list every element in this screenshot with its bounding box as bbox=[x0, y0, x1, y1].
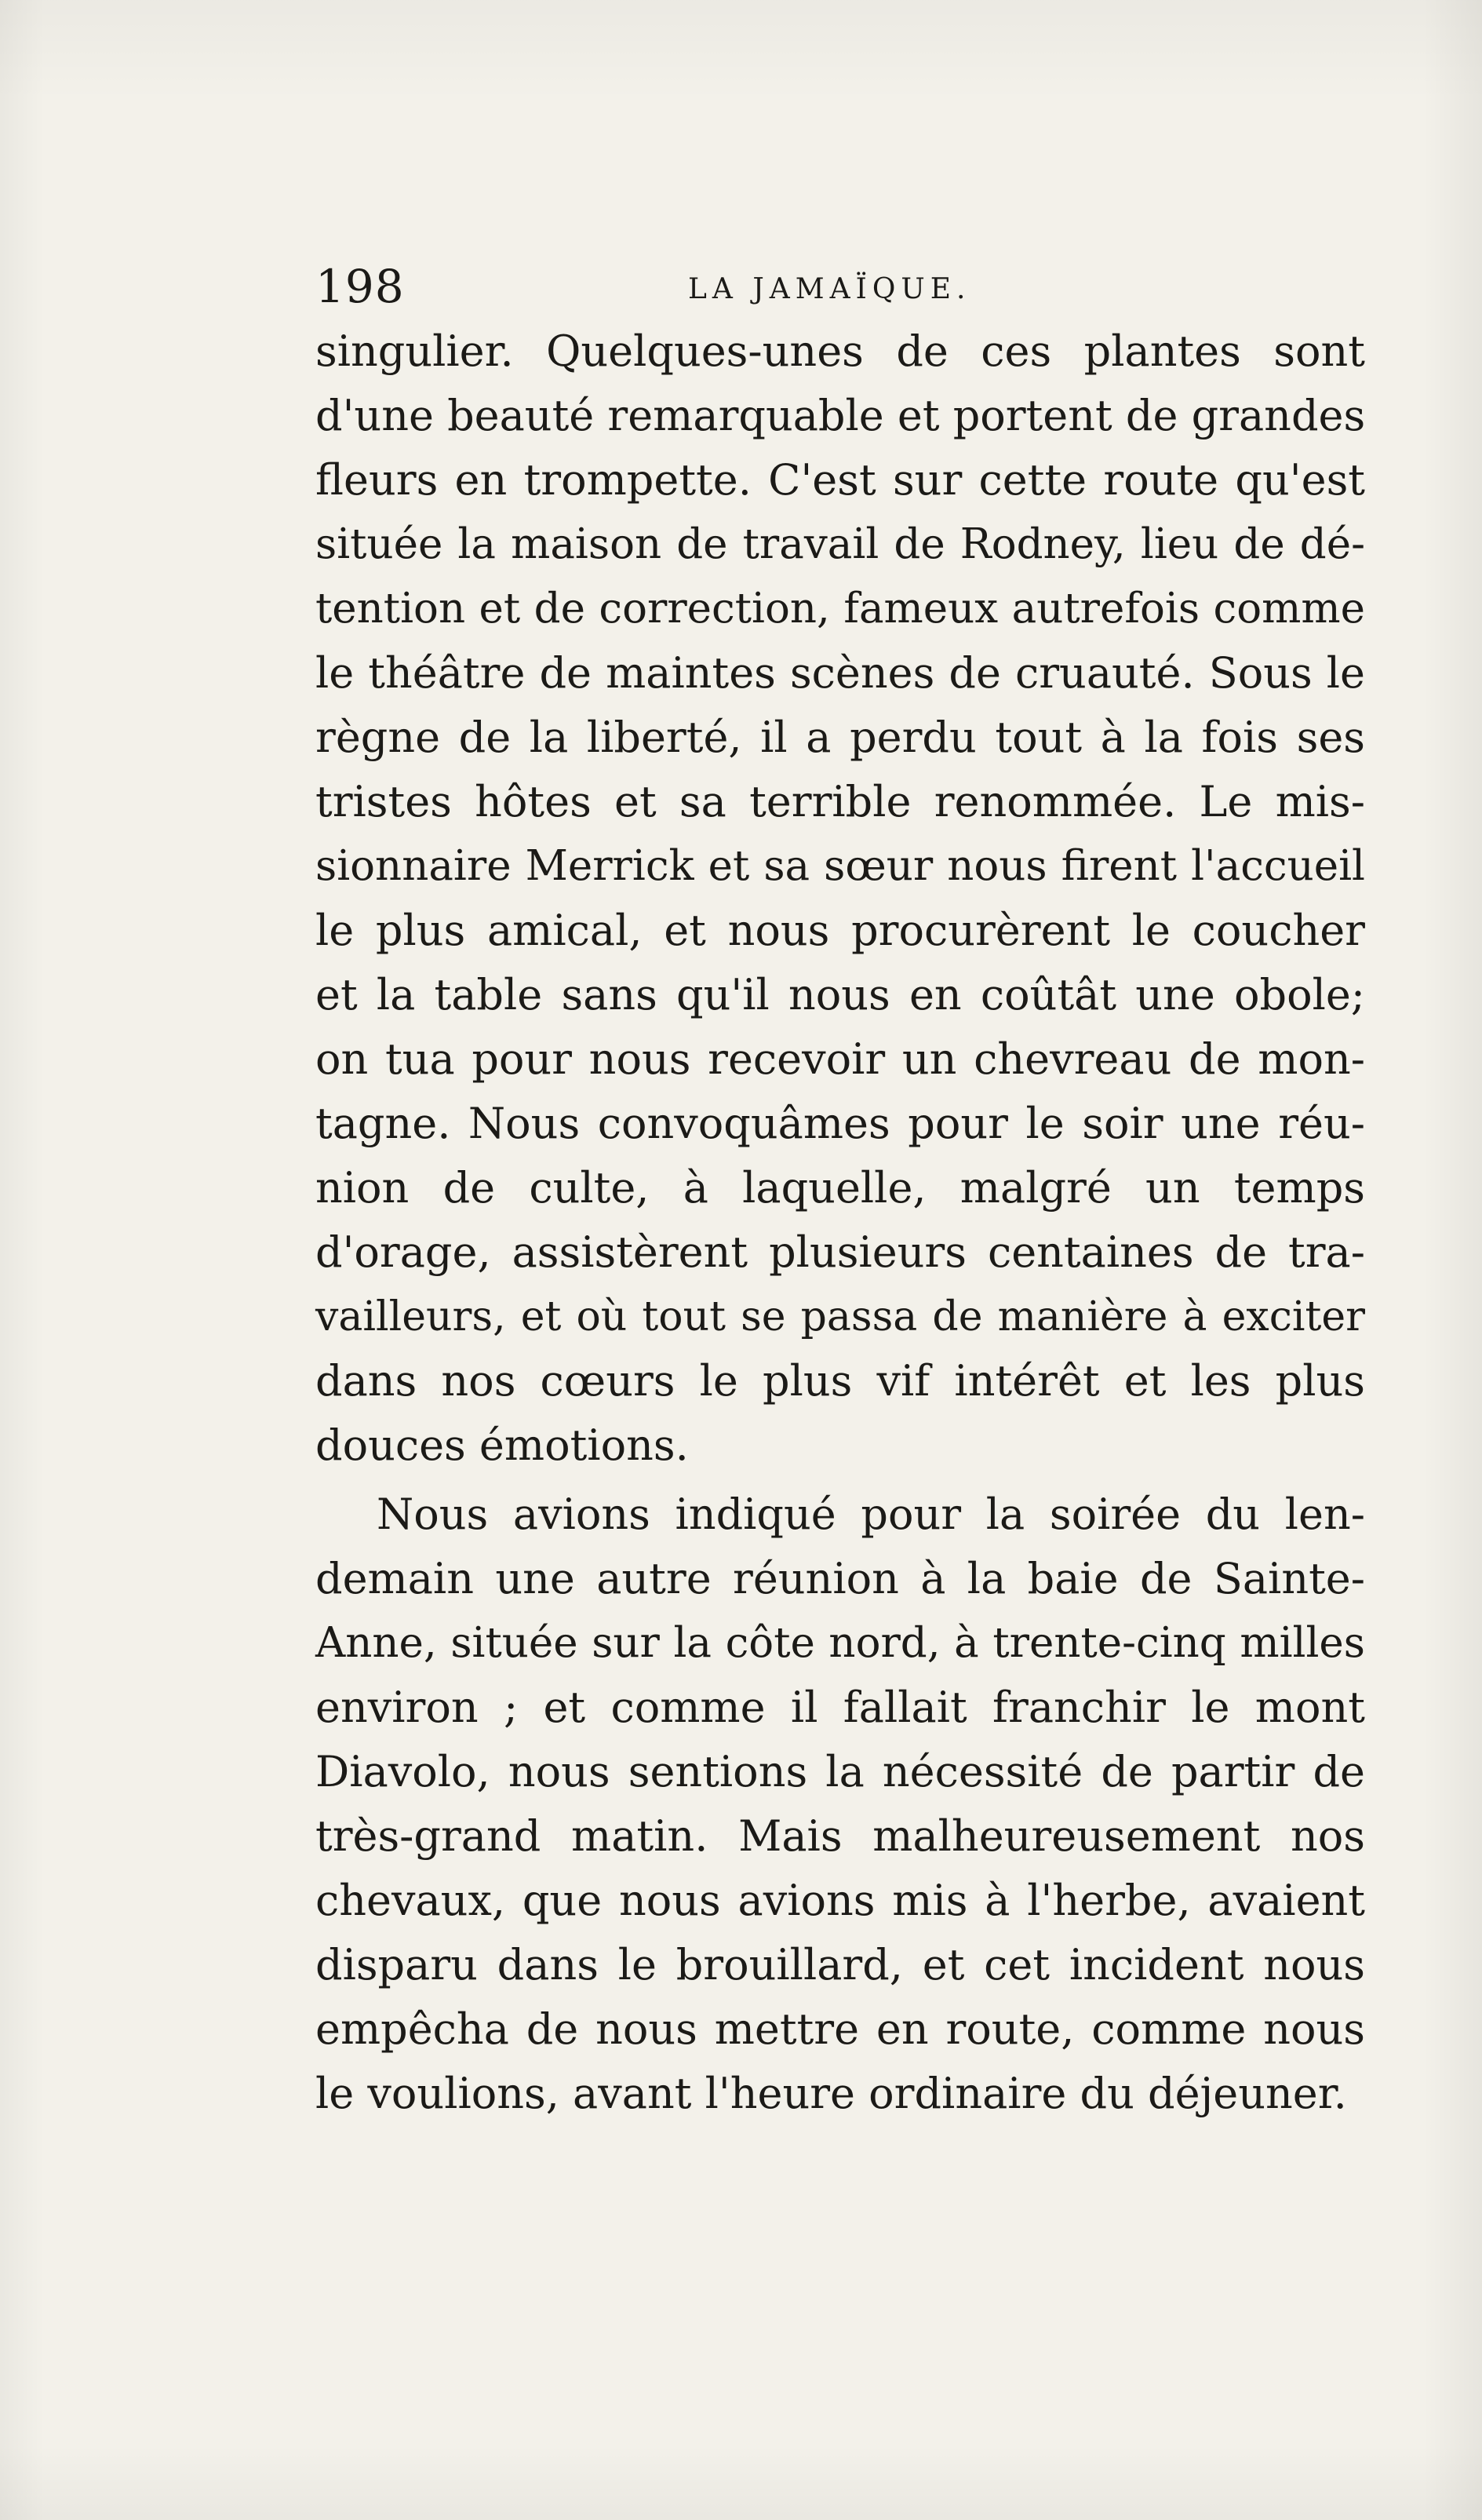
text-line: demain une autre réunion à la baie de Sainte- bbox=[315, 1554, 1365, 1603]
text-line: douces émotions. bbox=[315, 1420, 689, 1470]
text-line: et la table sans qu'il nous en coûtât une obole; bbox=[315, 970, 1365, 1019]
text-line: tristes hôtes et sa terrible renommée. Le mis- bbox=[315, 777, 1365, 826]
text-line: tagne. Nous convoquâmes pour le soir une réu- bbox=[315, 1099, 1365, 1148]
text-line: disparu dans le brouillard, et cet incident nous bbox=[315, 1940, 1365, 1989]
body-text bbox=[315, 319, 1365, 2126]
text-line: le voulions, avant l'heure ordinaire du déjeuner. bbox=[315, 2069, 1347, 2118]
text-line: d'orage, assistèrent plusieurs centaines de tra- bbox=[315, 1227, 1365, 1277]
text-line: environ ; et comme il fallait franchir le mont bbox=[315, 1683, 1365, 1732]
running-head: LA JAMAÏQUE. bbox=[688, 273, 971, 305]
text-line: Nous avions indiqué pour la soirée du len- bbox=[377, 1490, 1365, 1539]
text-line: très-grand matin. Mais malheureusement nos bbox=[315, 1811, 1365, 1861]
text-line: le théâtre de maintes scènes de cruauté. Sous le bbox=[315, 648, 1365, 698]
text-line: on tua pour nous recevoir un chevreau de mon- bbox=[315, 1034, 1365, 1084]
text-line: située la maison de travail de Rodney, lieu de dé- bbox=[315, 520, 1365, 568]
text-line: fleurs en trompette. C'est sur cette route qu'est bbox=[315, 455, 1365, 505]
text-line: vailleurs, et où tout se passa de manière à exciter bbox=[315, 1293, 1365, 1340]
text-line: sionnaire Merrick et sa sœur nous firent l'accueil bbox=[315, 842, 1365, 890]
text-line: tention et de correction, fameux autrefois comme bbox=[315, 585, 1365, 633]
text-line: règne de la liberté, il a perdu tout à la fois ses bbox=[315, 713, 1365, 762]
text-line: nion de culte, à laquelle, malgré un temps bbox=[315, 1163, 1365, 1213]
text-line: chevaux, que nous avions mis à l'herbe, avaient bbox=[315, 1876, 1365, 1925]
text-line: empêcha de nous mettre en route, comme nous bbox=[315, 2004, 1365, 2054]
text-line: Diavolo, nous sentions la nécessité de partir de bbox=[315, 1747, 1365, 1796]
text-line: le plus amical, et nous procurèrent le coucher bbox=[315, 906, 1365, 955]
text-line: singulier. Quelques-unes de ces plantes sont bbox=[315, 326, 1365, 376]
page-number: 198 bbox=[315, 260, 405, 313]
text-line: Anne, située sur la côte nord, à trente-cinq milles bbox=[315, 1619, 1365, 1667]
text-line: dans nos cœurs le plus vif intérêt et les plus bbox=[315, 1356, 1365, 1406]
text-line: d'une beauté remarquable et portent de grandes bbox=[315, 391, 1366, 440]
page-header bbox=[315, 255, 1357, 318]
